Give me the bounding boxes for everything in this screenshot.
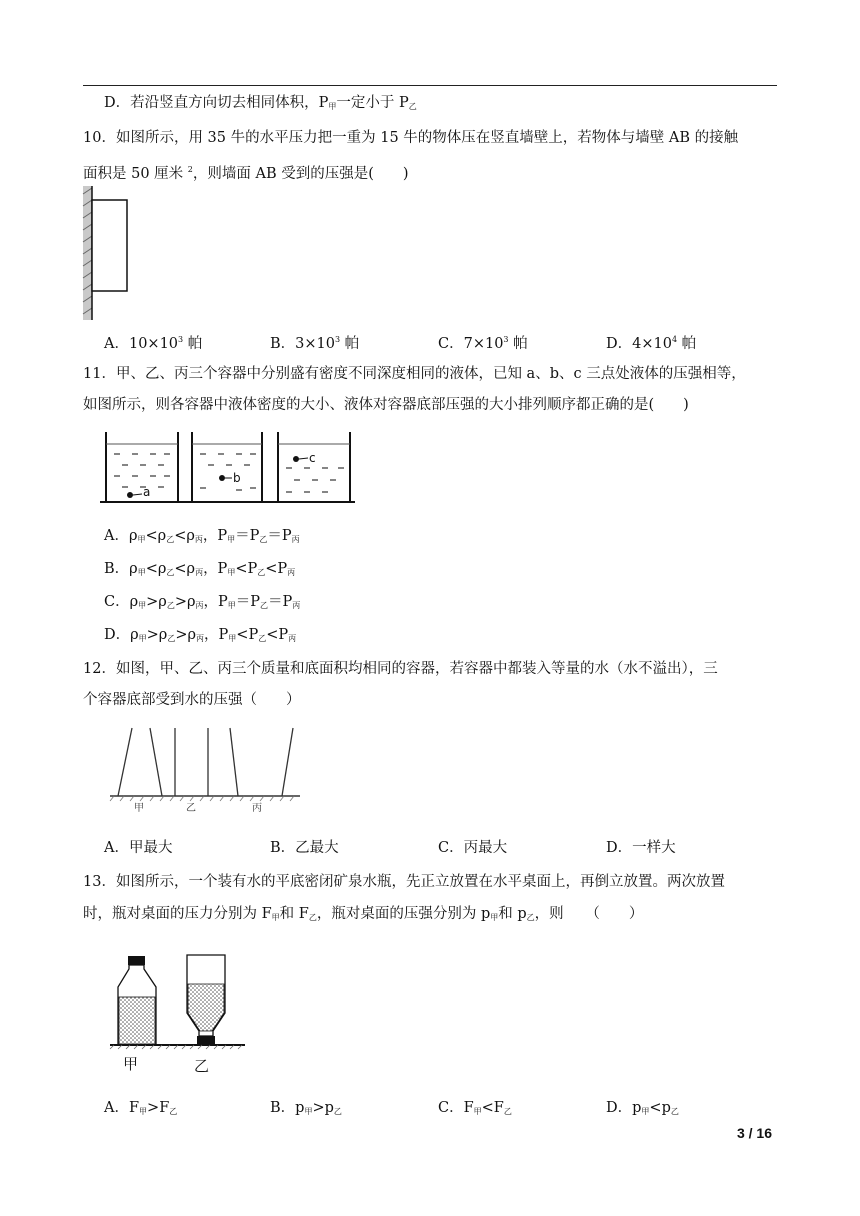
q12-label-yi: 乙 — [186, 803, 196, 814]
q10-option-c[interactable]: C．$7\times 10^3$ 帕 — [438, 335, 528, 352]
q11-containers-figure — [100, 432, 355, 512]
q12-option-b[interactable]: B．乙最大 — [270, 840, 339, 856]
q13-stem-line2: 时，瓶对桌面的压力分别为 $F_甲$和 $F_乙$，瓶对桌面的压强分别为 $p_甲$和 $p_乙$，则 （ ） — [83, 906, 644, 922]
point-b-label: b — [233, 471, 241, 485]
q13-bottles-figure — [110, 953, 245, 1078]
q10-stem-line1: 10．如图所示，用 35 牛的水平压力把一重为 15 牛的物体压在竖直墙壁上，若物体与墙壁 AB 的接触 — [83, 130, 739, 146]
q13-stem-line1: 13．如图所示，一个装有水的平底密闭矿泉水瓶，先正立放置在水平桌面上，再倒立放置。两次放置 — [83, 874, 725, 890]
q13-option-b[interactable]: B．$p_甲>p_乙$ — [270, 1100, 342, 1116]
q11-stem-line1: 11．甲、乙、丙三个容器中分别盛有密度不同深度相同的液体，已知 a、b、c 三点处液体的压强相等， — [83, 366, 746, 382]
q11-option-a[interactable]: A．$\rho_甲<\rho_乙<\rho_丙$，$P_甲=P_乙=P_丙$ — [104, 528, 300, 544]
header-rule — [83, 85, 777, 86]
q10-wall-figure — [83, 186, 133, 320]
q11-stem-line2: 如图所示，则各容器中液体密度的大小、液体对容器底部压强的大小排列顺序都正确的是( ) — [83, 397, 689, 413]
q13-label-jia: 甲 — [123, 1055, 139, 1073]
q11-option-d[interactable]: D．$\rho_甲>\rho_乙>\rho_丙$，$P_甲<P_乙<P_丙$ — [104, 627, 297, 643]
q10-option-b[interactable]: B．$3\times 10^3$ 帕 — [270, 335, 360, 352]
q10-option-d[interactable]: D．$4\times 10^4$ 帕 — [606, 335, 697, 352]
q12-label-bing: 丙 — [252, 803, 262, 814]
point-c-dot — [293, 456, 299, 462]
q12-stem-line1: 12．如图，甲、乙、丙三个质量和底面积均相同的容器，若容器中都装入等量的水（水不溢出），三 — [83, 661, 718, 677]
q12-containers-figure — [110, 728, 300, 813]
bottle-yi-cap — [197, 1036, 215, 1045]
q13-option-a[interactable]: A．$F_甲>F_乙$ — [104, 1100, 178, 1116]
q13-option-c[interactable]: C．$F_甲<F_乙$ — [438, 1100, 512, 1116]
q13-option-d[interactable]: D．$p_甲<p_乙$ — [606, 1100, 679, 1116]
q10-option-a[interactable]: A．$10\times 10^3$ 帕 — [104, 335, 203, 352]
q11-option-b[interactable]: B．$\rho_甲<\rho_乙<\rho_丙$，$P_甲<P_乙<P_丙$ — [104, 561, 296, 577]
q11-option-c[interactable]: C．$\rho_甲>\rho_乙>\rho_丙$，$P_甲=P_乙=P_丙$ — [104, 594, 301, 610]
point-b-dot — [219, 475, 225, 481]
q10-stem-line2: 面积是 50 厘米 $^2$，则墙面 AB 受到的压强是( ) — [83, 165, 409, 182]
q12-option-a[interactable]: A．甲最大 — [104, 840, 173, 856]
q12-option-c[interactable]: C．丙最大 — [438, 840, 508, 856]
point-c-label: c — [309, 451, 316, 465]
q9-option-d: D．若沿竖直方向切去相同体积，$P_甲$一定小于 $P_乙$ — [104, 95, 417, 111]
q12-option-d[interactable]: D．一样大 — [606, 840, 676, 856]
page-number: 3 / 16 — [736, 1125, 772, 1141]
q12-stem-line2: 个容器底部受到水的压强（ ） — [83, 692, 301, 708]
point-a-dot — [127, 492, 133, 498]
bottle-jia-water — [119, 997, 155, 1044]
point-a-label: a — [143, 485, 151, 499]
q13-label-yi: 乙 — [194, 1057, 210, 1075]
q12-label-jia: 甲 — [134, 803, 144, 814]
bottle-jia-cap — [128, 956, 145, 965]
bottle-yi-water — [188, 984, 224, 1031]
